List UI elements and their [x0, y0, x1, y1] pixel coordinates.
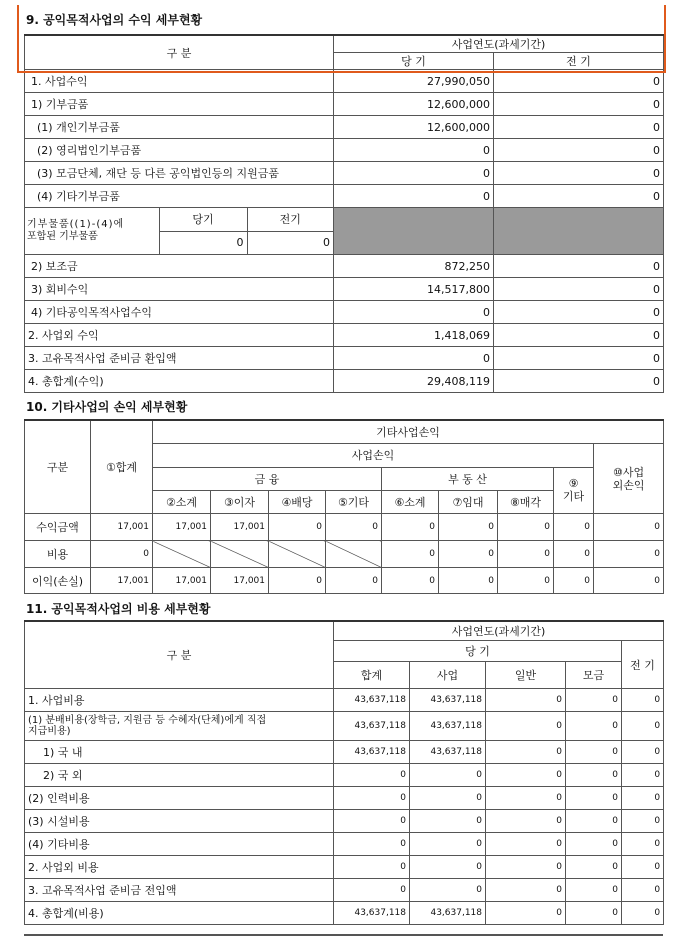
cell: 0: [269, 568, 326, 594]
row-label: 4. 총합계(비용): [25, 902, 334, 925]
table-row: [25, 139, 664, 162]
cell: 0: [486, 787, 566, 810]
table-row: [25, 741, 664, 764]
row-label: 1) 기부금품: [25, 93, 334, 116]
row-label: 3. 고유목적사업 준비금 전입액: [25, 879, 334, 902]
table-row: [25, 833, 664, 856]
table-row: [25, 902, 664, 925]
section-10-table: [24, 419, 664, 594]
row-label: 2) 보조금: [25, 255, 334, 278]
section-9-title: 9. 공익목적사업의 수익 세부현황: [26, 13, 203, 27]
cell: 0: [334, 764, 410, 787]
row-label: (1) 개인기부금품: [25, 116, 334, 139]
cell: 0: [554, 568, 594, 594]
cell: 0: [566, 712, 622, 741]
table-row: [25, 712, 664, 741]
cell: 0: [334, 810, 410, 833]
cell: 17,001: [153, 514, 211, 541]
donated-goods-label: [25, 208, 159, 254]
section-11-title: 11. 공익목적사업의 비용 세부현황: [26, 602, 211, 616]
table-row: [25, 347, 664, 370]
donated-goods-row: [25, 208, 664, 255]
section-10-title: 10. 기타사업의 손익 세부현황: [26, 400, 188, 414]
header-gubun: 구분: [25, 420, 91, 514]
cell-previous: 0: [494, 139, 664, 162]
table-row: [25, 162, 664, 185]
table-row: [25, 879, 664, 902]
cell-current: 29,408,119: [334, 370, 494, 393]
cell: 0: [566, 787, 622, 810]
cell-current: 27,990,050: [334, 70, 494, 93]
header-previous: 전 기: [622, 641, 664, 689]
cell: 0: [622, 712, 664, 741]
row-label: 1) 국 내: [25, 741, 334, 764]
table-row: [25, 810, 664, 833]
cell: 0: [410, 833, 486, 856]
cell: 0: [334, 856, 410, 879]
cell: 0: [326, 514, 382, 541]
header-re-subtotal: ⑥소계: [382, 491, 439, 514]
header-fundraising: 모금: [566, 662, 622, 689]
header-rent: ⑦임대: [439, 491, 498, 514]
cell-current: 14,517,800: [334, 278, 494, 301]
cell: 0: [566, 856, 622, 879]
row-label: (3) 시설비용: [25, 810, 334, 833]
cell: 0: [622, 787, 664, 810]
table-row: [25, 301, 664, 324]
header-other-business: 기타사업손익: [153, 420, 664, 444]
cell: 0: [439, 541, 498, 568]
cell: 17,001: [153, 568, 211, 594]
cell-previous: 0: [494, 116, 664, 139]
row-label: 4. 총합계(수익): [25, 370, 334, 393]
cell: 0: [498, 514, 554, 541]
donated-goods-previous: 0: [247, 231, 333, 254]
donated-goods-cell: [25, 208, 334, 255]
cell: 0: [439, 514, 498, 541]
header-fin-subtotal: ②소계: [153, 491, 211, 514]
header-etc: ⑨ 기타: [554, 467, 594, 514]
cell: 43,637,118: [334, 741, 410, 764]
cell: 0: [334, 833, 410, 856]
cell: 43,637,118: [410, 741, 486, 764]
bottom-divider: [24, 934, 663, 936]
row-label: 비용: [25, 541, 91, 568]
table-row: [25, 856, 664, 879]
cell: 0: [594, 568, 664, 594]
cell: 0: [91, 541, 153, 568]
cell: 43,637,118: [410, 712, 486, 741]
donated-goods-current: 0: [159, 231, 247, 254]
donated-goods-header-previous: 전기: [247, 208, 333, 231]
cell: 17,001: [211, 568, 269, 594]
header-fiscal-year: 사업연도(과세기간): [334, 621, 664, 641]
diagonal-cell: [269, 541, 326, 568]
cell: 0: [566, 879, 622, 902]
cell-previous: 0: [494, 70, 664, 93]
cell: 0: [326, 568, 382, 594]
cell: 0: [334, 787, 410, 810]
cell: 0: [486, 810, 566, 833]
cell: 43,637,118: [410, 689, 486, 712]
header-fiscal-year: 사업연도(과세기간): [334, 35, 664, 53]
table-row: [25, 568, 664, 594]
cell: 0: [486, 902, 566, 925]
cell-previous: 0: [494, 185, 664, 208]
cell: 0: [554, 514, 594, 541]
cell: 0: [566, 902, 622, 925]
cell: 0: [498, 568, 554, 594]
cell: 0: [410, 787, 486, 810]
header-interest: ③이자: [211, 491, 269, 514]
cell: 0: [622, 764, 664, 787]
row-label: 이익(손실): [25, 568, 91, 594]
section-9-table: [24, 34, 664, 393]
table-row: [25, 185, 664, 208]
header-total: ①합계: [91, 420, 153, 514]
cell: 0: [410, 764, 486, 787]
table-row: [25, 324, 664, 347]
cell: 0: [486, 856, 566, 879]
row-label: 수익금액: [25, 514, 91, 541]
cell: 43,637,118: [334, 712, 410, 741]
donated-goods-label-line2: 포함된 기부물품: [27, 231, 98, 242]
table-row: [25, 787, 664, 810]
cell: 17,001: [91, 568, 153, 594]
cell-previous: 0: [494, 370, 664, 393]
header-general: 일반: [486, 662, 566, 689]
cell-current: 872,250: [334, 255, 494, 278]
cell: 0: [486, 689, 566, 712]
row-label: 2. 사업외 수익: [25, 324, 334, 347]
highlight-bracket: [17, 5, 666, 73]
cell-previous: 0: [494, 324, 664, 347]
table-row: [25, 93, 664, 116]
header-total: 합계: [334, 662, 410, 689]
donated-goods-label-line1: 기부물품((1)-(4)에: [27, 219, 125, 230]
row-label-line2: 지급비용): [28, 726, 71, 737]
table-row: [25, 370, 664, 393]
cell-previous: 0: [494, 278, 664, 301]
cell: 0: [622, 810, 664, 833]
cell-current: 0: [334, 162, 494, 185]
table-row: [25, 278, 664, 301]
row-label: (2) 영리법인기부금품: [25, 139, 334, 162]
cell-previous: 0: [494, 93, 664, 116]
cell: 43,637,118: [334, 689, 410, 712]
cell: 0: [554, 541, 594, 568]
donated-goods-inner-table: [25, 208, 333, 254]
cell: 17,001: [91, 514, 153, 541]
cell: 0: [382, 514, 439, 541]
header-previous: 전 기: [494, 53, 664, 70]
cell: 0: [334, 879, 410, 902]
cell: 0: [622, 689, 664, 712]
shaded-cell: [334, 208, 494, 255]
cell-current: 0: [334, 185, 494, 208]
cell-previous: 0: [494, 255, 664, 278]
header-gubun: 구 분: [25, 621, 334, 689]
table-row: [25, 764, 664, 787]
cell: 0: [486, 712, 566, 741]
cell: 0: [410, 879, 486, 902]
cell: 0: [594, 541, 664, 568]
table-row: [25, 255, 664, 278]
row-label: (4) 기타비용: [25, 833, 334, 856]
row-label-line1: (1) 분배비용(장학금, 지원금 등 수혜자(단체)에게 직접: [28, 715, 267, 726]
cell-current: 0: [334, 139, 494, 162]
cell: 0: [486, 879, 566, 902]
cell: 0: [382, 568, 439, 594]
diagonal-cell: [153, 541, 211, 568]
row-label: (4) 기타기부금품: [25, 185, 334, 208]
cell-previous: 0: [494, 301, 664, 324]
donated-goods-header-current: 당기: [159, 208, 247, 231]
cell: 0: [622, 902, 664, 925]
cell: 0: [439, 568, 498, 594]
header-fin-etc: ⑤기타: [326, 491, 382, 514]
header-real-estate: 부 동 산: [382, 467, 554, 491]
cell-current: 12,600,000: [334, 93, 494, 116]
row-label: 1. 사업수익: [25, 70, 334, 93]
cell: 0: [566, 741, 622, 764]
header-current: 당 기: [334, 53, 494, 70]
row-label: (2) 인력비용: [25, 787, 334, 810]
table-row: [25, 689, 664, 712]
header-business: 사업: [410, 662, 486, 689]
cell-current: 1,418,069: [334, 324, 494, 347]
cell: 43,637,118: [334, 902, 410, 925]
cell: 0: [486, 764, 566, 787]
cell-current: 0: [334, 301, 494, 324]
cell: 0: [594, 514, 664, 541]
header-sale: ⑧매각: [498, 491, 554, 514]
header-dividend: ④배당: [269, 491, 326, 514]
cell: 0: [486, 833, 566, 856]
cell: 0: [382, 541, 439, 568]
table-row: [25, 541, 664, 568]
cell: 0: [410, 810, 486, 833]
row-label: 2) 국 외: [25, 764, 334, 787]
cell: 0: [566, 689, 622, 712]
cell: 0: [269, 514, 326, 541]
cell: 0: [622, 833, 664, 856]
cell-previous: 0: [494, 162, 664, 185]
cell: 0: [566, 810, 622, 833]
cell-current: 12,600,000: [334, 116, 494, 139]
cell: 0: [622, 856, 664, 879]
row-label: 2. 사업외 비용: [25, 856, 334, 879]
section-11-table: [24, 620, 664, 925]
header-current: 당 기: [334, 641, 622, 662]
cell: 0: [566, 833, 622, 856]
cell: 43,637,118: [410, 902, 486, 925]
row-label: 3) 회비수익: [25, 278, 334, 301]
cell: 17,001: [211, 514, 269, 541]
header-gubun: 구 분: [25, 35, 334, 70]
cell: 0: [622, 879, 664, 902]
header-finance: 금 융: [153, 467, 382, 491]
cell-previous: 0: [494, 347, 664, 370]
diagonal-cell: [211, 541, 269, 568]
table-row: [25, 514, 664, 541]
cell: 0: [486, 741, 566, 764]
cell: 0: [622, 741, 664, 764]
cell: 0: [410, 856, 486, 879]
diagonal-cell: [326, 541, 382, 568]
header-non-operating: ⑩사업 외손익: [594, 444, 664, 514]
row-label: [25, 712, 334, 741]
cell: 0: [566, 764, 622, 787]
table-row: [25, 116, 664, 139]
row-label: 4) 기타공익목적사업수익: [25, 301, 334, 324]
cell-current: 0: [334, 347, 494, 370]
shaded-cell: [494, 208, 664, 255]
row-label: 1. 사업비용: [25, 689, 334, 712]
header-business-pl: 사업손익: [153, 444, 594, 468]
row-label: (3) 모금단체, 재단 등 다른 공익법인등의 지원금품: [25, 162, 334, 185]
cell: 0: [498, 541, 554, 568]
row-label: 3. 고유목적사업 준비금 환입액: [25, 347, 334, 370]
